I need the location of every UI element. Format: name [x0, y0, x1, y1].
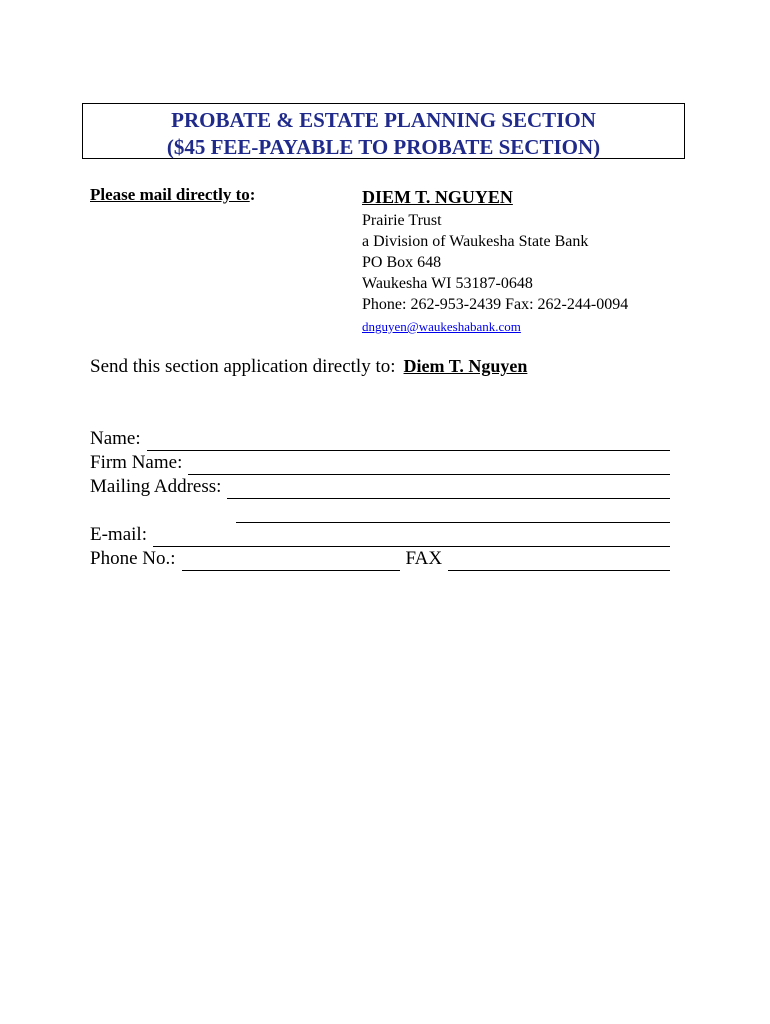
mail-directly-label [90, 185, 255, 205]
mailing-address-field-line2[interactable] [236, 504, 670, 523]
send-recipient: Diem T. Nguyen [403, 356, 528, 376]
email-label: E-mail: [90, 524, 147, 545]
address-line-organization: Prairie Trust [362, 212, 442, 229]
address-line-po-box: PO Box 648 [362, 254, 442, 271]
address-line-city: Waukesha WI 53187-0648 [362, 275, 533, 292]
name-field[interactable] [147, 432, 670, 451]
address-line-division: a Division of Waukesha State Bank [362, 233, 589, 250]
fax-label: FAX [405, 548, 443, 569]
section-title-box [82, 103, 685, 159]
form-row-name [90, 427, 670, 451]
form-row-firm [90, 451, 670, 475]
phone-label: Phone No.: [90, 548, 176, 569]
fax-field[interactable] [448, 552, 670, 571]
name-label: Name: [90, 428, 141, 449]
send-instruction [90, 356, 527, 378]
firm-name-label: Firm Name: [90, 452, 183, 473]
mailing-address-field[interactable] [227, 480, 670, 499]
mail-directly-colon: : [249, 185, 256, 204]
mail-directly-text: Please mail directly to [90, 185, 250, 204]
form-row-address-cont [90, 499, 670, 523]
section-title: PROBATE & ESTATE PLANNING SECTION [171, 108, 596, 132]
section-fee-note: ($45 FEE-PAYABLE TO PROBATE SECTION) [166, 135, 601, 159]
form-row-address [90, 475, 670, 499]
applicant-form [90, 427, 670, 571]
form-row-phone-fax [90, 547, 670, 571]
phone-field[interactable] [182, 552, 400, 571]
form-row-email [90, 523, 670, 547]
recipient-name: DIEM T. NGUYEN [362, 187, 513, 207]
send-instruction-text: Send this section application directly to: [90, 356, 396, 377]
email-field[interactable] [153, 528, 670, 547]
recipient-email-link[interactable]: dnguyen@waukeshabank.com [362, 319, 521, 334]
address-line-phone-fax: Phone: 262-953-2439 Fax: 262-244-0094 [362, 296, 629, 313]
firm-name-field[interactable] [188, 456, 670, 475]
mailing-address-block [362, 185, 628, 337]
mailing-address-label: Mailing Address: [90, 476, 222, 497]
